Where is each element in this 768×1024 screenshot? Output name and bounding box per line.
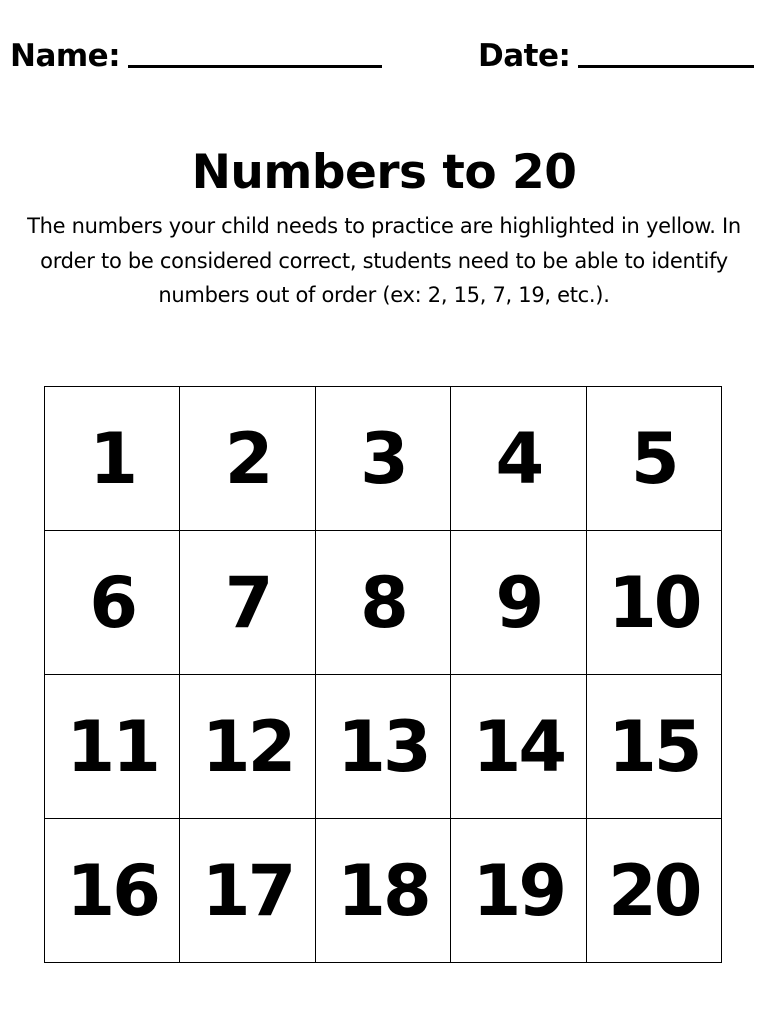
number-cell-8: 8 (316, 531, 451, 675)
number-grid (44, 386, 722, 963)
number-cell-10: 10 (587, 531, 722, 675)
number-cell-7: 7 (180, 531, 315, 675)
name-blank-line[interactable] (128, 65, 382, 68)
number-cell-20: 20 (587, 819, 722, 963)
number-cell-5: 5 (587, 387, 722, 531)
number-cell-1: 1 (45, 387, 180, 531)
header-row (0, 34, 768, 82)
number-cell-9: 9 (451, 531, 586, 675)
number-cell-11: 11 (45, 675, 180, 819)
number-cell-18: 18 (316, 819, 451, 963)
instructions-text: The numbers your child needs to practice are highlighted in yellow. In order to be considered correct, students need to be able to identify numbers out of order (ex: 2, 15, 7, 19, etc.). (27, 214, 741, 307)
name-label: Name: (10, 38, 121, 74)
number-cell-2: 2 (180, 387, 315, 531)
number-cell-14: 14 (451, 675, 586, 819)
name-field (10, 34, 382, 78)
number-cell-6: 6 (45, 531, 180, 675)
number-cell-3: 3 (316, 387, 451, 531)
number-cell-17: 17 (180, 819, 315, 963)
page-title: Numbers to 20 (191, 145, 577, 200)
date-label: Date: (478, 38, 571, 74)
number-cell-12: 12 (180, 675, 315, 819)
date-field (478, 34, 754, 78)
number-cell-13: 13 (316, 675, 451, 819)
number-cell-16: 16 (45, 819, 180, 963)
date-blank-line[interactable] (578, 65, 754, 68)
number-cell-19: 19 (451, 819, 586, 963)
number-cell-15: 15 (587, 675, 722, 819)
number-cell-4: 4 (451, 387, 586, 531)
